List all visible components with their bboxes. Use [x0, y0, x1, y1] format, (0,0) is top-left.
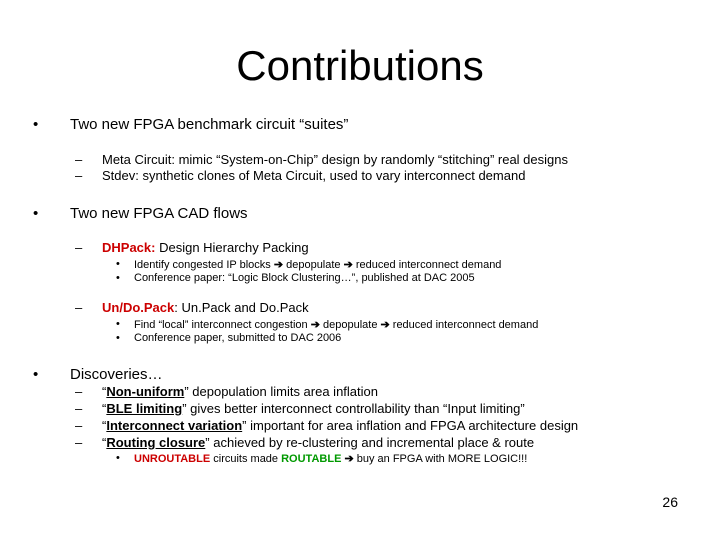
bullet-marker: • — [33, 205, 39, 222]
item-text: Find “local” interconnect congestion — [134, 319, 311, 331]
finding-term: BLE limiting — [106, 401, 183, 416]
bullet-marker: • — [116, 318, 120, 330]
finding-rest: ” gives better interconnect controllability than “Input limiting” — [182, 401, 525, 416]
finding-non-uniform — [102, 384, 378, 399]
note-text: circuits made — [210, 453, 282, 465]
flow-dhpack — [102, 240, 309, 255]
arrow-icon: ➔ — [344, 453, 354, 465]
arrow-icon: ➔ — [273, 259, 284, 271]
flow-undopack — [102, 300, 309, 315]
dash-marker: – — [75, 300, 83, 315]
arrow-icon: ➔ — [343, 259, 353, 271]
quote: “ — [102, 384, 107, 399]
flow-item: Conference paper, submitted to DAC 2006 — [134, 332, 342, 344]
flow-desc: : Un.Pack and Do.Pack — [174, 300, 309, 315]
item-text: reduced interconnect demand — [352, 259, 502, 271]
flow-item: Conference paper: “Logic Block Clustering…”, published at DAC 2005 — [134, 272, 475, 284]
arrow-icon: ➔ — [310, 319, 320, 331]
dash-marker: – — [75, 384, 83, 399]
bullet-marker: • — [116, 332, 120, 344]
finding-term: Interconnect variation — [106, 418, 243, 433]
item-text: Identify congested IP blocks — [134, 259, 274, 271]
routable-note — [134, 452, 527, 465]
dash-marker: – — [75, 401, 83, 416]
flow-desc: Design Hierarchy Packing — [155, 240, 309, 255]
dash-marker: – — [75, 418, 83, 433]
flow-item — [134, 258, 501, 271]
bullet-discoveries: Discoveries… — [70, 366, 163, 383]
bullet-cad-flows: Two new FPGA CAD flows — [70, 205, 248, 222]
routable-word: ROUTABLE — [281, 453, 342, 465]
quote: “ — [102, 418, 107, 433]
finding-rest: ” important for area inflation and FPGA architecture design — [242, 418, 579, 433]
dash-marker: – — [75, 240, 83, 255]
bullet-marker: • — [116, 272, 120, 284]
bullet-marker: • — [33, 366, 39, 383]
dash-marker: – — [75, 435, 83, 450]
finding-term: Non-uniform — [106, 384, 185, 399]
unroutable-word: UNROUTABLE — [134, 453, 211, 465]
bullet-benchmark-suites: Two new FPGA benchmark circuit “suites” — [70, 116, 349, 133]
arrow-icon: ➔ — [380, 319, 390, 331]
finding-routing-closure — [102, 435, 534, 450]
item-text: depopulate — [283, 259, 344, 271]
finding-term: Routing closure — [106, 435, 206, 450]
bullet-marker: • — [33, 116, 39, 133]
dash-marker: – — [75, 152, 83, 167]
item-text: reduced interconnect demand — [389, 319, 539, 331]
slide-title: Contributions — [236, 42, 484, 89]
quote: “ — [102, 401, 107, 416]
flow-name: Un/Do.Pack — [102, 300, 175, 315]
finding-ble-limiting — [102, 401, 525, 416]
item-text: depopulate — [319, 319, 381, 331]
finding-interconnect-variation — [102, 418, 578, 433]
sub-meta-circuit: Meta Circuit: mimic “System-on-Chip” design by randomly “stitching” real designs — [102, 152, 568, 167]
bullet-marker: • — [116, 452, 120, 464]
flow-name: DHPack: — [102, 240, 156, 255]
sub-stdev: Stdev: synthetic clones of Meta Circuit, used to vary interconnect demand — [102, 168, 526, 183]
bullet-marker: • — [116, 258, 120, 270]
flow-item — [134, 318, 538, 331]
quote: “ — [102, 435, 107, 450]
finding-rest: ” achieved by re-clustering and incremental place & route — [205, 435, 535, 450]
note-text: buy an FPGA with MORE LOGIC!!! — [353, 453, 528, 465]
page-number: 26 — [662, 494, 678, 510]
finding-rest: ” depopulation limits area inflation — [184, 384, 378, 399]
dash-marker: – — [75, 168, 83, 183]
